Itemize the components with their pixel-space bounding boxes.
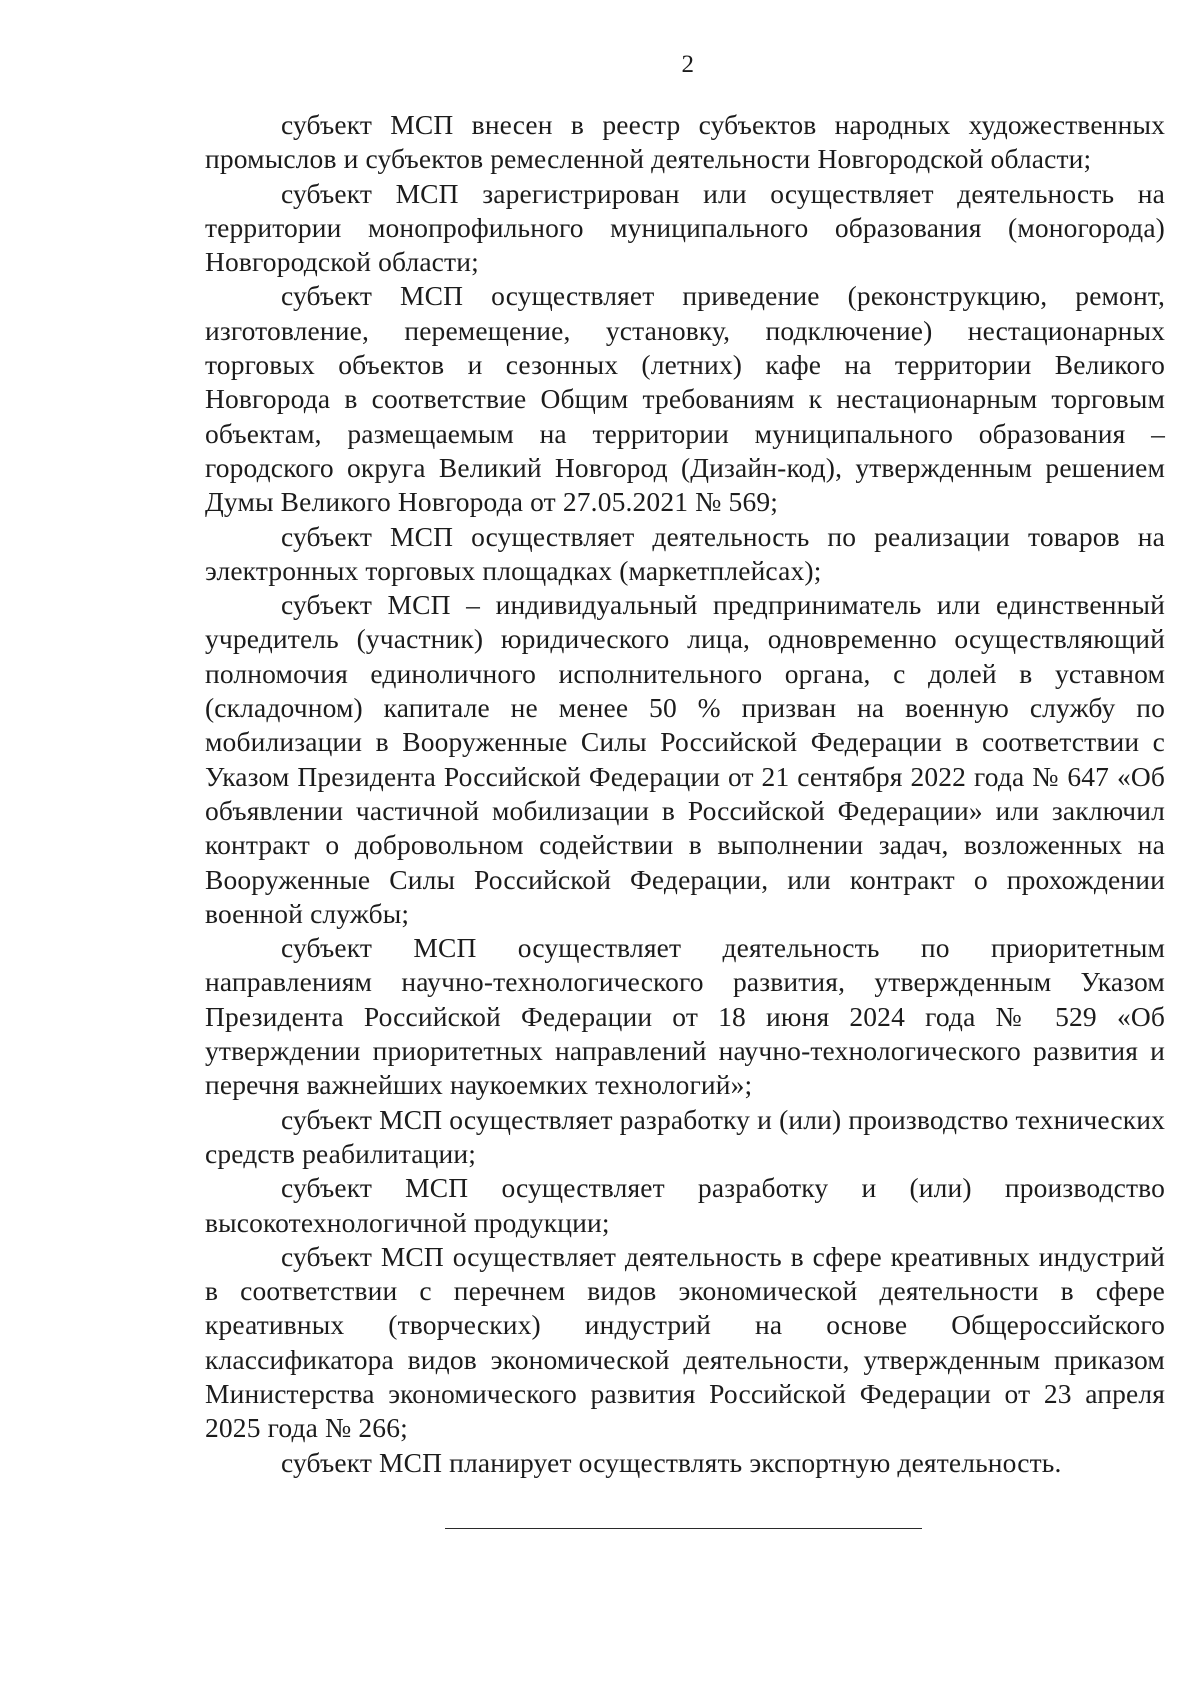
paragraph-priority-directions: субъект МСП осуществляет деятельность по приоритетным направлениям научно-технологического развития, утвержденным Указом Президента Российской Федерации от 18 июня 2024 года № 529 «Об утверждении приоритетных направлений научно-технологического развития и перечня важнейших наукоемких технологий»; [205,932,1165,1101]
paragraph-marketplaces: субъект МСП осуществляет деятельность по реализации товаров на электронных торговых площадках (маркетплейсах); [205,520,1165,586]
paragraph-non-stationary-objects: субъект МСП осуществляет приведение (реконструкцию, ремонт, изготовление, перемещение, установку, подключение) нестационарных торговых объектов и сезонных (летних) кафе на территории Великого Новгорода в соответствие Общим требованиям к нестационарным торговым объектам, размещаемым на территории муниципального образования – городского округа Великий Новгород (Дизайн-код), утвержденным решением Думы Великого Новгорода от 27.05.2021 № 569; [205,280,1165,518]
end-of-text-rule [445,1528,922,1529]
page-number: 2 [681,51,695,78]
paragraph-rehabilitation-means: субъект МСП осуществляет разработку и (или) производство технических средств реабилитации; [205,1103,1165,1169]
paragraph-high-tech-products: субъект МСП осуществляет разработку и (или) производство высокотехнологичной продукции; [205,1172,1165,1238]
paragraph-folk-crafts-registry: субъект МСП внесен в реестр субъектов народных художественных промыслов и субъектов ремесленной деятельности Новгородской области; [205,109,1165,175]
paragraph-monotown-registration: субъект МСП зарегистрирован или осуществляет деятельность на территории монопрофильного муниципального образования (моногорода) Новгородской области; [205,177,1165,278]
paragraph-export-activity: субъект МСП планирует осуществлять экспортную деятельность. [281,1446,1062,1478]
paragraph-mobilization: субъект МСП – индивидуальный предприниматель или единственный учредитель (участник) юридического лица, одновременно осуществляющий полномочия единоличного исполнительного органа, с долей в уставном (складочном) капитале не менее 50 % призван на военную службу по мобилизации в Вооруженные Силы Российской Федерации в соответствии с Указом Президента Российской Федерации от 21 сентября 2022 года № 647 «Об объявлении частичной мобилизации в Российской Федерации» или заключил контракт о добровольном содействии в выполнении задач, возложенных на Вооруженные Силы Российской Федерации, или контракт о прохождении военной службы; [205,589,1165,929]
document-body [205,108,1165,1480]
paragraph-creative-industries: субъект МСП осуществляет деятельность в сфере креативных индустрий в соответствии с перечнем видов экономической деятельности в сфере креативных (творческих) индустрий на основе Общероссийского классификатора видов экономической деятельности, утвержденным приказом Министерства экономического развития Российской Федерации от 23 апреля 2025 года № 266; [205,1240,1165,1444]
